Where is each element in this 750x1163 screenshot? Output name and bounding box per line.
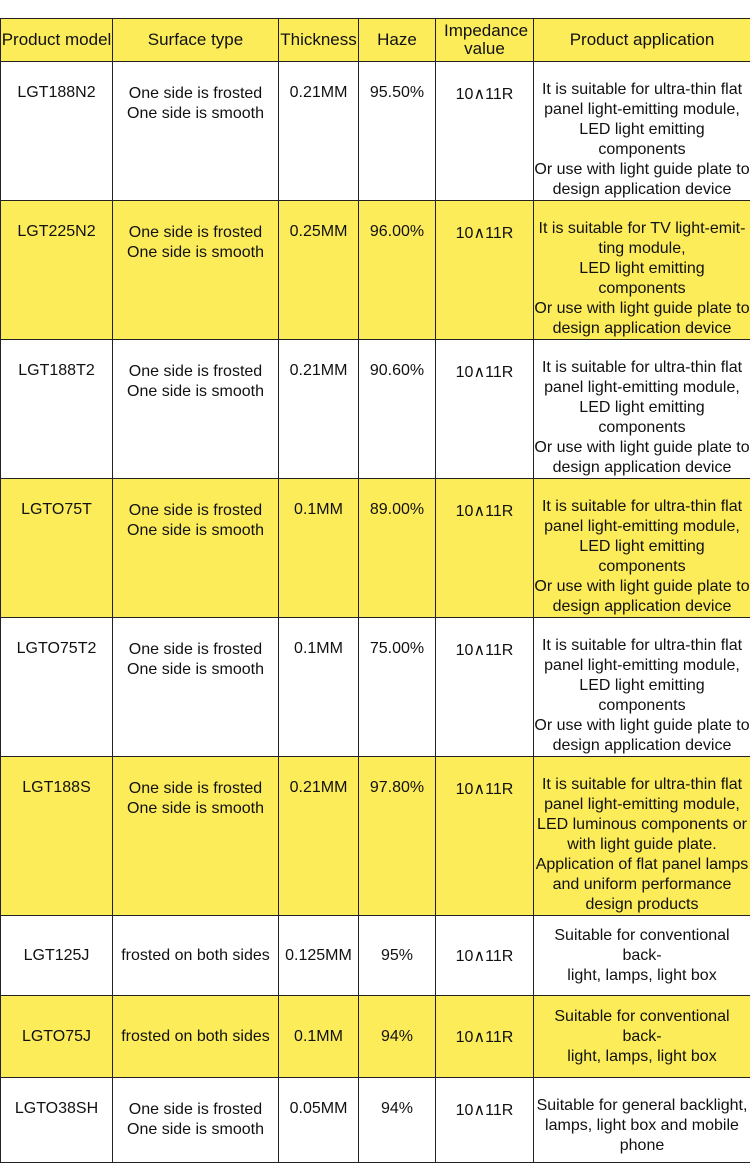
cell-impedance: 10∧11R	[436, 618, 534, 757]
cell-product-model: LGT188S	[1, 757, 113, 916]
cell-product-application: It is suitable for ultra-thin flat panel light-emitting module, LED light emitting components Or use with light guide plate to design application device	[534, 618, 750, 757]
cell-thickness: 0.25MM	[279, 201, 359, 340]
cell-surface-type	[113, 201, 279, 340]
cell-thickness: 0.21MM	[279, 340, 359, 479]
cell-product-model: LGT125J	[1, 916, 113, 996]
product-spec-table	[0, 18, 750, 1163]
surface-line: One side is frosted	[113, 640, 278, 660]
cell-haze: 89.00%	[359, 479, 436, 618]
cell-impedance: 10∧11R	[436, 201, 534, 340]
table-row	[1, 996, 750, 1078]
cell-haze: 94%	[359, 996, 436, 1078]
cell-product-application: Suitable for conventional back- light, lamps, light box	[534, 916, 750, 996]
surface-line: One side is frosted	[113, 362, 278, 382]
table-row	[1, 62, 750, 201]
surface-line: One side is smooth	[113, 104, 278, 124]
cell-haze: 97.80%	[359, 757, 436, 916]
header-product-application: Product application	[534, 19, 750, 62]
cell-surface-type	[113, 757, 279, 916]
cell-thickness: 0.1MM	[279, 996, 359, 1078]
table-row	[1, 201, 750, 340]
surface-line: One side is smooth	[113, 660, 278, 680]
cell-thickness: 0.1MM	[279, 479, 359, 618]
cell-product-model: LGTO38SH	[1, 1078, 113, 1163]
surface-line: One side is smooth	[113, 1120, 278, 1140]
cell-product-application: It is suitable for TV light-emit- ting module, LED light emitting components Or use with light guide plate to design application device	[534, 201, 750, 340]
surface-line: One side is smooth	[113, 521, 278, 541]
cell-haze: 90.60%	[359, 340, 436, 479]
cell-haze: 95%	[359, 916, 436, 996]
surface-line: One side is smooth	[113, 243, 278, 263]
cell-product-model: LGTO75T2	[1, 618, 113, 757]
table-row	[1, 916, 750, 996]
cell-product-application: Suitable for general backlight, lamps, light box and mobile phone	[534, 1078, 750, 1163]
header-haze: Haze	[359, 19, 436, 62]
cell-haze: 75.00%	[359, 618, 436, 757]
cell-thickness: 0.21MM	[279, 757, 359, 916]
cell-surface-type	[113, 1078, 279, 1163]
cell-thickness: 0.05MM	[279, 1078, 359, 1163]
header-row	[1, 19, 750, 62]
surface-line: One side is frosted	[113, 501, 278, 521]
cell-impedance: 10∧11R	[436, 996, 534, 1078]
surface-line: One side is smooth	[113, 382, 278, 402]
cell-haze: 94%	[359, 1078, 436, 1163]
cell-impedance: 10∧11R	[436, 1078, 534, 1163]
cell-product-application: Suitable for conventional back- light, lamps, light box	[534, 996, 750, 1078]
surface-line: One side is smooth	[113, 799, 278, 819]
cell-product-model: LGT188N2	[1, 62, 113, 201]
cell-product-model: LGTO75J	[1, 996, 113, 1078]
cell-surface-type	[113, 618, 279, 757]
cell-thickness: 0.125MM	[279, 916, 359, 996]
cell-surface-type	[113, 916, 279, 996]
cell-thickness: 0.21MM	[279, 62, 359, 201]
cell-product-model: LGT225N2	[1, 201, 113, 340]
header-product-model: Product model	[1, 19, 113, 62]
cell-product-application: It is suitable for ultra-thin flat panel light-emitting module, LED light emitting components Or use with light guide plate to design application device	[534, 479, 750, 618]
cell-impedance: 10∧11R	[436, 340, 534, 479]
cell-haze: 96.00%	[359, 201, 436, 340]
cell-surface-type	[113, 62, 279, 201]
table-row	[1, 1078, 750, 1163]
cell-product-application: It is suitable for ultra-thin flat panel light-emitting module, LED light emitting components Or use with light guide plate to design application device	[534, 340, 750, 479]
table-row	[1, 757, 750, 916]
surface-line: frosted on both sides	[113, 946, 278, 966]
cell-impedance: 10∧11R	[436, 479, 534, 618]
cell-impedance: 10∧11R	[436, 62, 534, 201]
cell-surface-type	[113, 479, 279, 618]
surface-line: One side is frosted	[113, 1100, 278, 1120]
cell-product-model: LGTO75T	[1, 479, 113, 618]
header-surface-type: Surface type	[113, 19, 279, 62]
cell-surface-type	[113, 996, 279, 1078]
cell-impedance: 10∧11R	[436, 757, 534, 916]
surface-line: One side is frosted	[113, 779, 278, 799]
header-impedance-value: Impedance value	[436, 19, 534, 62]
table-row	[1, 340, 750, 479]
surface-line: One side is frosted	[113, 84, 278, 104]
cell-thickness: 0.1MM	[279, 618, 359, 757]
cell-impedance: 10∧11R	[436, 916, 534, 996]
table-row	[1, 618, 750, 757]
surface-line: One side is frosted	[113, 223, 278, 243]
cell-product-application: It is suitable for ultra-thin flat panel light-emitting module, LED luminous components or with light guide plate. Application of flat panel lamps and uniform performance design products	[534, 757, 750, 916]
cell-surface-type	[113, 340, 279, 479]
header-thickness: Thickness	[279, 19, 359, 62]
table-row	[1, 479, 750, 618]
cell-product-application: It is suitable for ultra-thin flat panel light-emitting module, LED light emitting components Or use with light guide plate to design application device	[534, 62, 750, 201]
surface-line: frosted on both sides	[113, 1027, 278, 1047]
cell-haze: 95.50%	[359, 62, 436, 201]
cell-product-model: LGT188T2	[1, 340, 113, 479]
